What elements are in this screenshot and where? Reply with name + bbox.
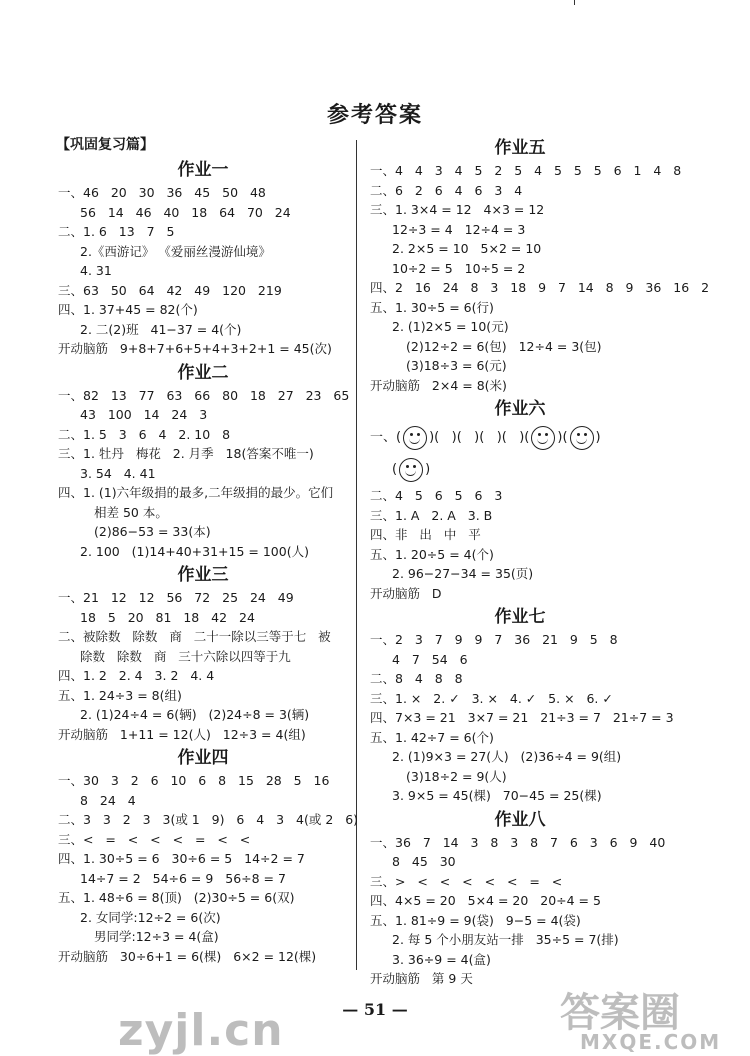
answer-line: (2)12÷2 = 6(包) 12÷4 = 3(包) <box>406 338 602 354</box>
smiley-face-icon <box>531 426 555 450</box>
answer-line: 一、36 7 14 3 8 3 8 7 6 3 6 9 40 <box>370 834 666 850</box>
answer-line: 2. 女同学:12÷2 = 6(次) <box>80 909 221 925</box>
answer-line: 2. (1)2×5 = 10(元) <box>392 319 509 334</box>
answer-line: 五、1. 30÷5 = 6(行) <box>370 299 494 315</box>
answer-line: 四、1. 37+45 = 82(个) <box>58 302 198 317</box>
column-divider <box>356 140 357 970</box>
smiley-answer-row <box>370 454 670 486</box>
answer-line: 开动脑筋 9+8+7+6+5+4+3+2+1 = 45(次) <box>58 341 332 356</box>
answer-text: ) <box>595 430 601 445</box>
answer-line: 2. 二(2)班 41−37 = 4(个) <box>80 321 242 337</box>
answer-line: 四、1. 30÷5 = 6 30÷6 = 5 14÷2 = 7 <box>58 851 305 866</box>
answer-line: 4 7 54 6 <box>392 651 468 667</box>
homework-7-title: 作业七 <box>494 607 546 627</box>
answer-line: 开动脑筋 2×4 = 8(米) <box>370 377 507 393</box>
page-number: — 51 — <box>342 1000 408 1019</box>
answer-line: 除数 除数 商 三十六除以四等于九 <box>80 648 291 664</box>
answer-line: 一、46 20 30 36 45 50 48 <box>58 185 266 200</box>
answer-line: 五、1. 20÷5 = 4(个) <box>370 546 494 562</box>
homework-3-title: 作业三 <box>177 565 229 585</box>
homework-8-title: 作业八 <box>494 809 546 830</box>
answer-line: 开动脑筋 第 9 天 <box>370 971 473 986</box>
answer-line: 二、8 4 8 8 <box>370 671 463 686</box>
answer-line: 二、被除数 除数 商 二十一除以三等于七 被 <box>58 629 331 644</box>
answer-line: 2.《西游记》 《爱丽丝漫游仙境》 <box>80 243 271 259</box>
answer-line: 四、1. 2 2. 4 3. 2 4. 4 <box>58 668 215 683</box>
answer-line: 8 24 4 <box>80 792 136 808</box>
answer-line: 三、< = < < < = < < <box>58 831 251 847</box>
answer-line: 四、1. (1)六年级捐的最多,二年级捐的最少。它们 <box>58 485 334 500</box>
answer-line: 开动脑筋 30÷6+1 = 6(棵) 6×2 = 12(棵) <box>58 948 317 964</box>
homework-2-title: 作业二 <box>177 362 229 383</box>
answer-line: 10÷2 = 5 10÷5 = 2 <box>392 260 526 276</box>
homework-1-title: 作业一 <box>177 160 229 180</box>
answer-line: 12÷3 = 4 12÷4 = 3 <box>392 221 526 237</box>
answer-line: 三、63 50 64 42 49 120 219 <box>58 282 282 298</box>
answer-line: 三、1. A 2. A 3. B <box>370 507 493 523</box>
answer-text: )( <box>557 430 568 445</box>
answer-line: 2. 100 (1)14+40+31+15 = 100(人) <box>80 543 309 559</box>
answer-line: 18 5 20 81 18 42 24 <box>80 609 255 625</box>
answer-line: 一、30 3 2 6 10 6 8 15 28 5 16 <box>58 773 330 788</box>
answer-line: (3)18÷3 = 6(元) <box>406 358 507 373</box>
answer-line: 56 14 46 40 18 64 70 24 <box>80 204 291 220</box>
answer-line: 开动脑筋 D <box>370 585 442 601</box>
answer-line: 三、> < < < < < = < <box>370 873 563 889</box>
answer-line: 五、1. 81÷9 = 9(袋) 9−5 = 4(袋) <box>370 912 581 928</box>
homework-6-title: 作业六 <box>494 399 546 419</box>
answer-line: 3. 36÷9 = 4(盒) <box>392 951 491 967</box>
answer-line: 二、6 2 6 4 6 3 4 <box>370 182 523 198</box>
answer-line: 一、82 13 77 63 66 80 18 27 23 65 <box>58 387 350 403</box>
answer-text: ) <box>425 462 431 477</box>
smiley-face-icon <box>570 426 594 450</box>
answer-line: 五、1. 48÷6 = 8(顶) (2)30÷5 = 6(双) <box>58 890 295 905</box>
answer-line: 一、4 4 3 4 5 2 5 4 5 5 5 6 1 4 8 <box>370 163 682 178</box>
answer-line: 四、2 16 24 8 3 18 9 7 14 8 9 36 16 2 <box>370 280 710 295</box>
answer-line: 三、1. × 2. ✓ 3. × 4. ✓ 5. × 6. ✓ <box>370 690 613 706</box>
answer-line: (3)18÷2 = 9(人) <box>406 768 507 784</box>
answer-line: 3. 9×5 = 45(棵) 70−45 = 25(棵) <box>392 788 602 803</box>
top-edge-mark <box>574 0 575 5</box>
answer-line: 男同学:12÷3 = 4(盒) <box>94 929 219 944</box>
right-column <box>370 134 710 989</box>
answer-line: 2. 96−27−34 = 35(页) <box>392 566 534 581</box>
answer-line: 五、1. 24÷3 = 8(组) <box>58 687 182 703</box>
answer-line: 开动脑筋 1+11 = 12(人) 12÷3 = 4(组) <box>58 726 306 742</box>
smiley-face-icon <box>399 458 423 482</box>
answer-line: 2. (1)24÷4 = 6(辆) (2)24÷8 = 3(辆) <box>80 707 310 722</box>
left-column <box>56 134 359 966</box>
answer-line: 三、1. 牡丹 梅花 2. 月季 18(答案不唯一) <box>58 446 314 461</box>
answer-line: 四、7×3 = 21 3×7 = 21 21÷3 = 7 21÷7 = 3 <box>370 710 674 725</box>
homework-4-title: 作业四 <box>177 748 229 768</box>
answer-line: 二、1. 6 13 7 5 <box>58 224 175 239</box>
smiley-answer-row <box>370 422 670 454</box>
answer-line: 一、2 3 7 9 9 7 36 21 9 5 8 <box>370 632 618 647</box>
answer-line: 二、1. 5 3 6 4 2. 10 8 <box>58 426 231 442</box>
answer-line: 43 100 14 24 3 <box>80 407 208 422</box>
watermark-right: 答案圈 <box>560 990 680 1036</box>
answer-line: 四、4×5 = 20 5×4 = 20 20÷4 = 5 <box>370 893 601 908</box>
answer-text: 一、( <box>370 430 402 445</box>
answer-line: 一、21 12 12 56 72 25 24 49 <box>58 590 294 605</box>
smiley-face-icon <box>403 426 427 450</box>
homework-5-title: 作业五 <box>494 138 546 158</box>
answer-line: (2)86−53 = 33(本) <box>94 524 211 539</box>
answer-line: 2. 每 5 个小朋友站一排 35÷5 = 7(排) <box>392 932 619 947</box>
answer-line: 8 45 30 <box>392 854 456 869</box>
page-title: 参考答案 <box>326 102 423 128</box>
answer-line: 2. (1)9×3 = 27(人) (2)36÷4 = 9(组) <box>392 749 622 764</box>
answer-line: 14÷7 = 2 54÷6 = 9 56÷8 = 7 <box>80 870 286 886</box>
answer-line: 二、4 5 6 5 6 3 <box>370 488 503 503</box>
answer-line: 4. 31 <box>80 263 112 278</box>
section-label: 【巩固复习篇】 <box>56 137 154 153</box>
answer-line: 三、1. 3×4 = 12 4×3 = 12 <box>370 202 545 217</box>
answer-line: 3. 54 4. 41 <box>80 465 156 481</box>
answer-line: 2. 2×5 = 10 5×2 = 10 <box>392 241 542 256</box>
answer-text: ( <box>392 462 398 477</box>
watermark-right-url: MXQE.COM <box>580 1030 722 1054</box>
answer-line: 相差 50 本。 <box>94 504 168 520</box>
answer-line: 五、1. 42÷7 = 6(个) <box>370 729 494 745</box>
watermark-left: zyjl.cn <box>118 1005 284 1056</box>
answer-line: 四、非 出 中 平 <box>370 527 481 542</box>
answer-line: 二、3 3 2 3 3(或 1 9) 6 4 3 4(或 2 6) <box>58 812 359 827</box>
answer-text: )( )( )( )( )( <box>429 430 530 445</box>
